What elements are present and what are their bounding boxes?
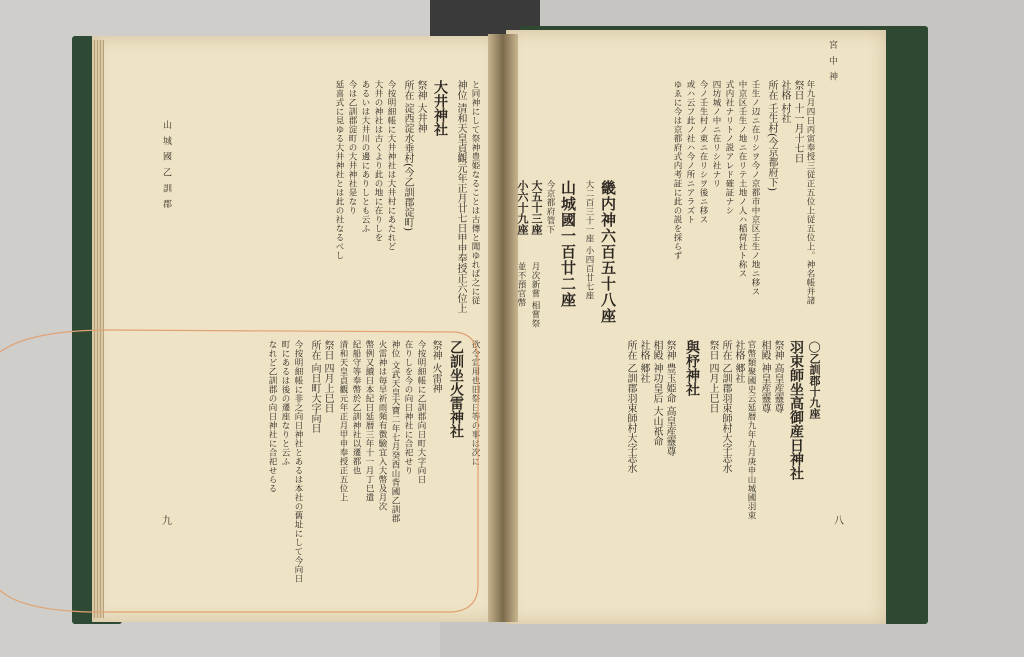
right-lower-col: 相殿 神功皇后 大山祇命 <box>651 340 662 447</box>
district-heading-otokuni: ◯乙訓郡十九座 <box>808 340 821 419</box>
section-title-yamashiro-note: 今京都府管下 <box>545 180 555 234</box>
left-upper-col: 延喜式に見ゆる大井神社とは此の社なるべし <box>334 80 344 260</box>
right-lower-col: 社格 郷社 <box>733 340 744 384</box>
count-small-note: 並不預官幣 <box>516 262 526 307</box>
right-lower-col: 相殿 神皇産靈尊 <box>759 340 770 414</box>
right-upper-col: 式内社ナリトノ説アレド確証ナシ <box>724 80 734 215</box>
left-lower-col: なれど乙訓郡の向日神社に合祀せらる <box>267 340 277 493</box>
left-upper-col: 所在 淀西淀水垂村(今乙訓郡淀町) <box>402 80 413 231</box>
left-lower-col: 紀船守等奉幣於乙訓神社以遷都也 <box>351 340 361 475</box>
right-lower-col: 祭神 豊玉姫命 高皇産靈尊 <box>664 340 675 457</box>
left-lower-col: 町にあるは後の遷座なりと云ふ <box>280 340 290 466</box>
page-edges <box>92 40 104 618</box>
left-lower-col: 今按明細帳に非之向日神社とあるは本社の舊址にして今向日 <box>293 340 303 583</box>
left-upper-col: 今按明細帳に大井神社は大井村にあたれど <box>386 80 396 251</box>
left-lower-col: 神位 文武天皇大寶二年七月癸酉山背國乙訓郡 <box>390 340 400 524</box>
left-upper-col: 祭神 大井神 <box>415 80 426 134</box>
left-lower-col: 幣例又續日本紀曰延暦三年十一月丁巳遣 <box>364 340 374 502</box>
left-page-number: 九 <box>162 516 172 527</box>
left-lower-col: 清和天皇貞觀元年正月甲申奉授正五位上 <box>338 340 348 502</box>
shrine-name-ikazuchi: 乙訓坐火雷神社 <box>448 340 464 438</box>
left-upper-col: 大井の神社は古くより此の地に在りしを <box>373 80 383 242</box>
left-lower-col: 所在 向日町大字向日 <box>309 340 320 434</box>
right-running-header: 宮 中 神 <box>827 40 837 83</box>
count-small: 小六十九座 <box>516 180 529 235</box>
count-large-note: 月次新嘗 相嘗祭 <box>530 262 540 329</box>
right-upper-col: 四坊城ノ中ニ在リシ社ナリ <box>711 80 721 188</box>
right-upper-col: 社格 村社 <box>779 80 790 124</box>
right-lower-col: 社格 郷社 <box>638 340 649 384</box>
left-upper-col: と同神にして祭神豊姫なることは古傳と聞ゆれば之に従 <box>470 80 480 305</box>
left-upper-col: 今は乙訓郡淀町の大井神社是なり <box>347 80 357 215</box>
right-upper-col: 今ノ壬生村ノ東ニ在リシヲ後ニ移ス <box>698 80 708 224</box>
shrine-name-hatsukashi: 羽束師坐高御産日神社 <box>788 340 804 480</box>
book-gutter <box>488 34 518 622</box>
right-upper-col: 所在 壬生村(今京都府下) <box>766 80 777 191</box>
right-upper-col: ゆゑに今は京都府式内考証に此の説を採らず <box>672 80 682 260</box>
right-page-number: 八 <box>834 516 844 527</box>
left-lower-col: 欲令宣用也旧祭日等の事は次に <box>470 340 480 466</box>
right-lower-col: 官幣類聚國史云延暦九年九月庚申山城國羽束 <box>746 340 756 520</box>
right-lower-col: 祭日 四月上巳日 <box>707 340 718 414</box>
right-upper-col: 祭日 十一月十七日 <box>792 80 803 164</box>
right-upper-col: 或ハ云フ此ノ社ハ今ノ所ニアラズト <box>685 80 695 224</box>
count-large: 大五十三座 <box>530 180 543 235</box>
left-lower-col: 今按明細帳に乙訓郡向日町大字向日 <box>416 340 426 484</box>
right-lower-col: 所在 乙訓郡羽束師村大字志水 <box>625 340 636 474</box>
left-upper-col: 神位 清和天皇貞觀元年正月廿七日甲申奉授正六位上 <box>455 80 466 314</box>
left-lower-col: 在りしを今の向日神社に合祀せり <box>403 340 413 475</box>
section-title-yamashiro: 山城國一百廿二座 <box>559 180 577 308</box>
left-running-header: 山 城 國 乙 訓 郡 <box>161 120 171 211</box>
section-title-kinai: 畿内神六百五十八座 <box>599 180 617 324</box>
shrine-name-yodo: 與杼神社 <box>684 340 700 396</box>
left-lower-col: 祭日 四月上巳日 <box>322 340 333 414</box>
right-upper-col: 年九月四日丙寅奉授三従正五位上従五位上。神名帳并諸 <box>805 80 815 305</box>
right-upper-col: 壬生ノ辺ニ在リシヲ今ノ京都市中京区壬生ノ地ニ移ス <box>750 80 760 296</box>
right-lower-col: 祭神 高皇産靈尊 <box>772 340 783 414</box>
right-upper-col: 中京区壬生ノ地ニ在リテ土地ノ人ハ稲荷社ト称ス <box>737 80 747 278</box>
right-lower-col: 所在 乙訓郡羽束師村大字志水 <box>720 340 731 474</box>
shrine-name-oi: 大井神社 <box>432 80 448 136</box>
left-lower-col: 火雷神は毎旱祈雨頻有徴驗宜入大幣及月次 <box>377 340 387 511</box>
left-upper-col: あるいは大井川の邊にありしとも云ふ <box>360 80 370 233</box>
left-lower-col: 祭神 火雷神 <box>430 340 441 394</box>
section-title-kinai-note: 大二百三十一座 小四百廿七座 <box>584 180 594 301</box>
